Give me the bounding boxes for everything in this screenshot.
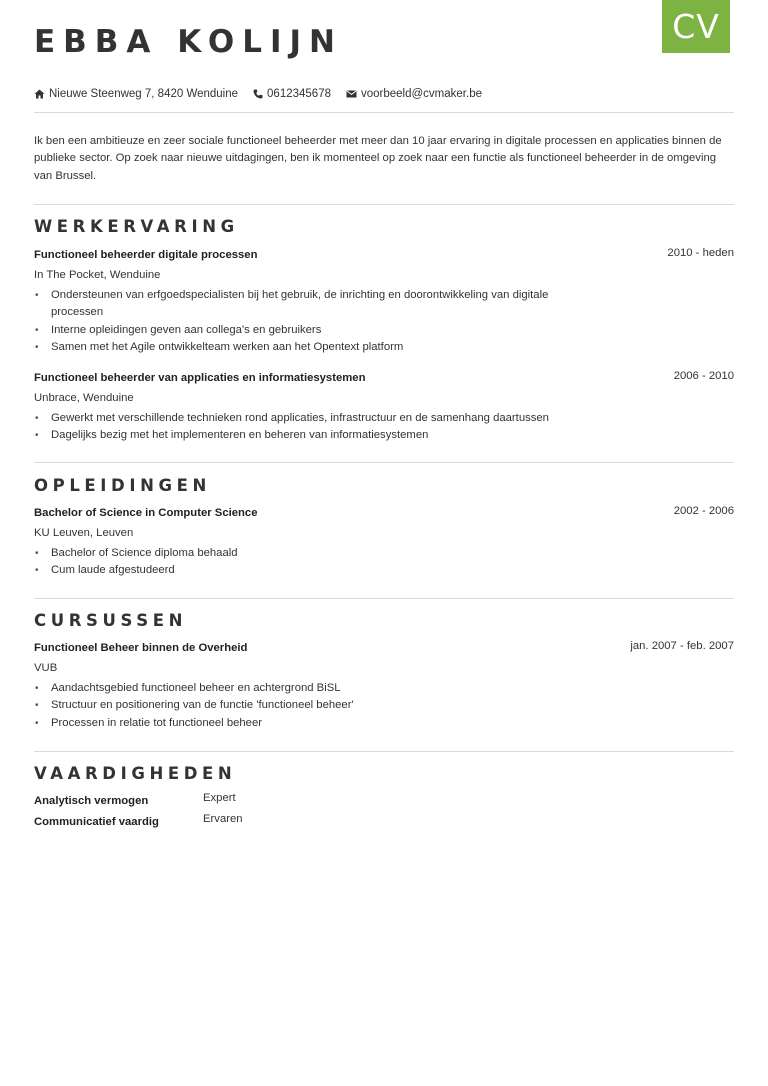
entry-organization: VUB bbox=[34, 662, 58, 674]
home-icon bbox=[34, 89, 45, 99]
entry-date: 2002 - 2006 bbox=[673, 505, 734, 517]
entry-bullets bbox=[34, 410, 734, 445]
skill-name: Communicatief vaardig bbox=[34, 816, 159, 828]
entry-title: Functioneel beheerder digitale processen bbox=[34, 249, 258, 261]
section-title-education: OPLEIDINGEN bbox=[34, 476, 211, 495]
education-entry bbox=[34, 503, 734, 580]
divider bbox=[34, 598, 734, 599]
list-item: • Interne opleidingen geven aan collega's en gebruikers bbox=[34, 322, 594, 339]
entry-date: 2006 - 2010 bbox=[673, 370, 734, 382]
email-text: voorbeeld@cvmaker.be bbox=[361, 88, 482, 100]
skill-row bbox=[34, 813, 434, 834]
entry-bullets bbox=[34, 545, 734, 580]
entry-date: 2010 - heden bbox=[667, 247, 734, 259]
skill-level: Expert bbox=[203, 792, 236, 804]
divider bbox=[34, 112, 734, 113]
phone-icon bbox=[253, 89, 263, 99]
entry-bullets bbox=[34, 680, 734, 732]
list-item: • Bachelor of Science diploma behaald bbox=[34, 545, 594, 562]
skill-row bbox=[34, 792, 434, 813]
contact-phone bbox=[253, 88, 331, 100]
envelope-icon bbox=[346, 90, 357, 98]
course-entry bbox=[34, 638, 734, 732]
profile-summary: Ik ben een ambitieuze en zeer sociale functioneel beheerder met meer dan 10 jaar ervaring in digitale processen en applicaties binnen de publieke sector. Op zoek naar nieuwe uitdagingen, ben ik momenteel op zoek naar een functie als functioneel beheerder in de omgeving van Brussel. bbox=[34, 135, 722, 182]
contact-bar bbox=[34, 86, 497, 102]
section-title-courses: CURSUSSEN bbox=[34, 611, 188, 630]
list-item: • Dagelijks bezig met het implementeren en beheren van informatiesystemen bbox=[34, 427, 594, 444]
divider bbox=[34, 204, 734, 205]
entry-date: jan. 2007 - feb. 2007 bbox=[630, 640, 734, 652]
list-item: • Processen in relatie tot functioneel beheer bbox=[34, 715, 594, 732]
list-item: • Gewerkt met verschillende technieken rond applicaties, infrastructuur en de samenhang daartussen bbox=[34, 410, 594, 427]
entry-title: Functioneel beheerder van applicaties en informatiesystemen bbox=[34, 372, 366, 384]
list-item: • Aandachtsgebied functioneel beheer en achtergrond BiSL bbox=[34, 680, 594, 697]
list-item: • Structuur en positionering van de functie 'functioneel beheer' bbox=[34, 697, 594, 714]
contact-email bbox=[346, 88, 482, 100]
skill-level: Ervaren bbox=[203, 813, 243, 825]
contact-address bbox=[34, 88, 238, 100]
skills-table bbox=[34, 792, 434, 834]
entry-organization: KU Leuven, Leuven bbox=[34, 527, 134, 539]
entry-title: Bachelor of Science in Computer Science bbox=[34, 507, 258, 519]
divider bbox=[34, 462, 734, 463]
address-text: Nieuwe Steenweg 7, 8420 Wenduine bbox=[49, 88, 239, 100]
section-title-experience: WERKERVARING bbox=[34, 217, 239, 236]
candidate-name: EBBA KOLIJN bbox=[34, 24, 343, 60]
divider bbox=[34, 751, 734, 752]
entry-bullets bbox=[34, 287, 734, 357]
entry-organization: Unbrace, Wenduine bbox=[34, 392, 134, 404]
list-item: • Ondersteunen van erfgoedspecialisten bij het gebruik, de inrichting en doorontwikkeling van digitale processen bbox=[34, 287, 594, 322]
entry-title: Functioneel Beheer binnen de Overheid bbox=[34, 642, 248, 654]
list-item: • Samen met het Agile ontwikkelteam werken aan het Opentext platform bbox=[34, 339, 594, 356]
entry-organization: In The Pocket, Wenduine bbox=[34, 269, 161, 281]
experience-entry bbox=[34, 245, 734, 357]
phone-text: 0612345678 bbox=[267, 88, 331, 100]
cv-badge: CV bbox=[662, 0, 730, 53]
list-item: • Cum laude afgestudeerd bbox=[34, 562, 594, 579]
experience-entry bbox=[34, 368, 734, 445]
section-title-skills: VAARDIGHEDEN bbox=[34, 764, 237, 783]
skill-name: Analytisch vermogen bbox=[34, 795, 149, 807]
